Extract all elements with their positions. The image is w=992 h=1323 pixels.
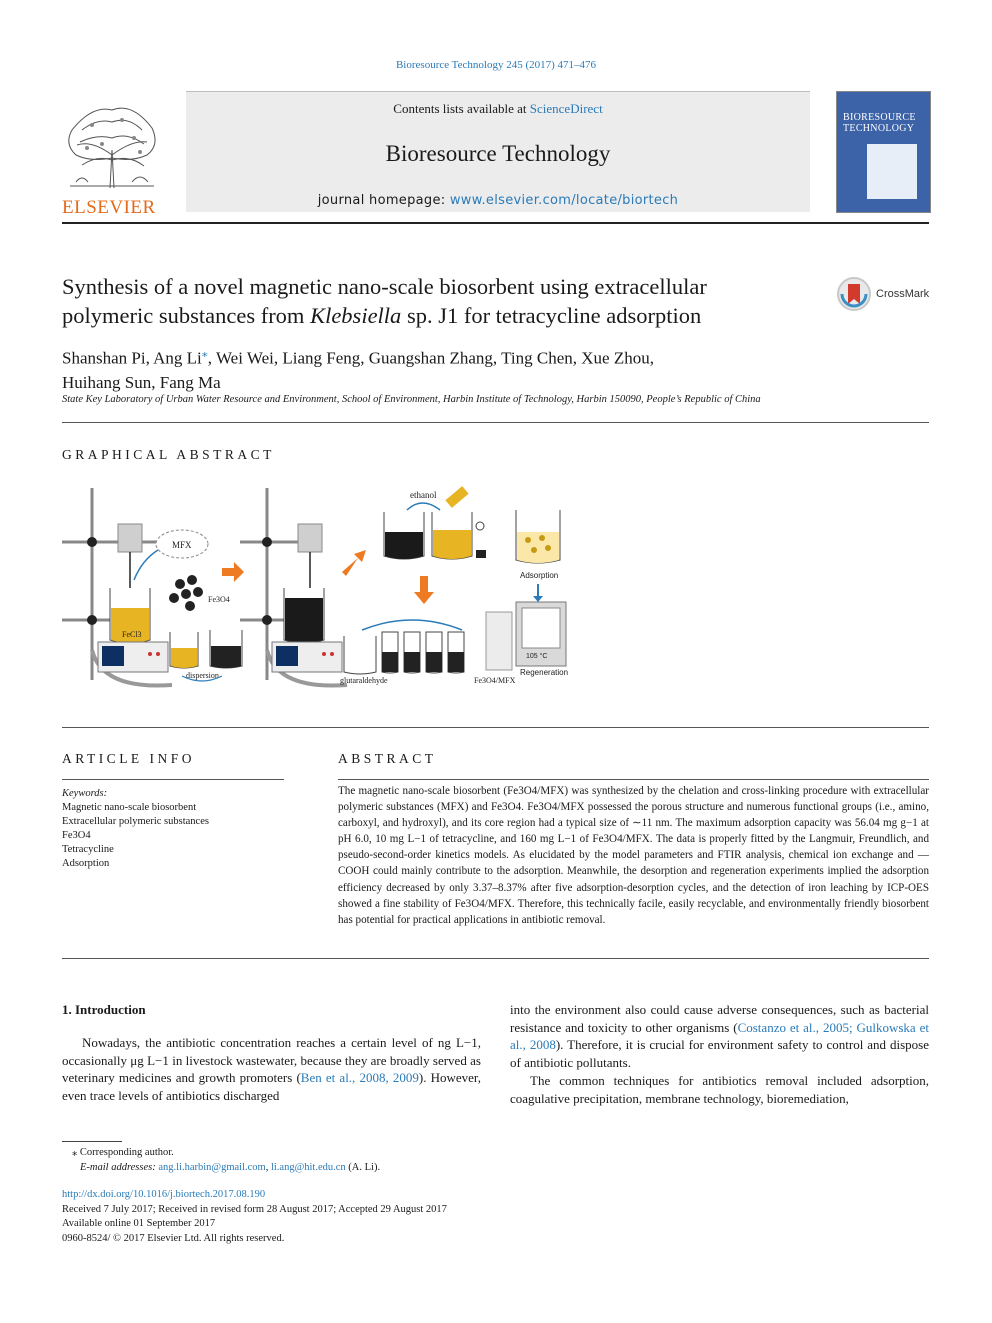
ethanol-wash bbox=[384, 486, 486, 559]
ethanol-label: ethanol bbox=[410, 490, 437, 500]
article-info-heading: ARTICLE INFO bbox=[62, 751, 196, 766]
intro-column-left: Nowadays, the antibiotic concentration reaches a certain level of ng L−1, occasionally μg L−1 in livestock wastewater, because they are broadly served as veterinary medicines and growth promoters (Ben et al., 2008, 2009). However, even trace levels of antibiotics discharged bbox=[62, 1035, 481, 1104]
cover-figure bbox=[867, 144, 917, 199]
keyword-item: Adsorption bbox=[62, 858, 110, 869]
intro-column-right bbox=[510, 1001, 929, 1107]
doi-link[interactable]: http://dx.doi.org/10.1016/j.biortech.2017.08.190 bbox=[62, 1189, 266, 1200]
intro-paragraph-2: into the environment also could cause adverse consequences, such as bacterial resistance and toxicity to other organisms (Costanzo et al., 2005; Gulkowska et al., 2008). Therefore, it is crucial for environment safety to control and dispose of antibiotic pollutants. bbox=[510, 1002, 929, 1071]
mfx-label: MFX bbox=[172, 540, 192, 550]
email-link-2[interactable]: li.ang@hit.edu.cn bbox=[270, 1161, 346, 1173]
fecl3-label: FeCl3 bbox=[122, 630, 142, 639]
abstract-heading: ABSTRACT bbox=[338, 751, 437, 766]
glutaraldehyde-label: glutaraldehyde bbox=[340, 676, 388, 685]
keywords-label: Keywords: bbox=[62, 788, 108, 799]
homepage-link[interactable]: www.elsevier.com/locate/biortech bbox=[449, 193, 679, 208]
affiliation: State Key Laboratory of Urban Water Resource and Environment, School of Environment, Harbin Institute of Technology, Harbin 150090, People’s Republic of China bbox=[62, 394, 761, 405]
journal-citation-link[interactable]: Bioresource Technology 245 (2017) 471–476 bbox=[395, 59, 597, 71]
product-label: Fe3O4/MFX bbox=[474, 676, 516, 685]
article-info-rule bbox=[62, 779, 284, 780]
arrow-right-1 bbox=[222, 562, 244, 582]
keyword-item: Fe3O4 bbox=[62, 830, 91, 841]
crossmark-icon bbox=[836, 276, 872, 312]
elsevier-logo bbox=[62, 100, 162, 218]
keyword-item: Magnetic nano-scale biosorbent bbox=[62, 802, 197, 813]
cover-title-1: BIORESOURCE bbox=[843, 112, 916, 123]
temp-label: 105 °C bbox=[526, 653, 548, 660]
graphical-abstract-heading: GRAPHICAL ABSTRACT bbox=[62, 447, 275, 462]
stand-1 bbox=[62, 488, 172, 686]
header-rule bbox=[62, 222, 929, 224]
citation-costanzo[interactable]: Costanzo et al., 2005; Gulkowska et al., 2008 bbox=[510, 1019, 929, 1053]
available-online: Available online 01 September 2017 bbox=[62, 1218, 216, 1229]
arrow-down bbox=[414, 576, 434, 604]
corresponding-author-link[interactable]: ⁎ bbox=[201, 346, 208, 360]
keyword-item: Tetracycline bbox=[62, 844, 114, 855]
dispersion-beakers bbox=[170, 630, 242, 681]
abstract-bottom-rule bbox=[62, 958, 929, 959]
journal-cover-thumbnail[interactable] bbox=[836, 91, 931, 213]
email-link-1[interactable]: ang.li.harbin@gmail.com bbox=[158, 1161, 266, 1173]
graphical-abstract-figure bbox=[62, 480, 582, 710]
cover-title-2: TECHNOLOGY bbox=[843, 123, 915, 134]
footnote bbox=[72, 1146, 380, 1175]
elsevier-wordmark: ELSEVIER bbox=[62, 197, 156, 218]
fe3o4-label: Fe3O4 bbox=[208, 595, 230, 604]
crossmark-badge[interactable] bbox=[836, 276, 936, 312]
stand-2 bbox=[240, 488, 347, 686]
keyword-item: Extracellular polymeric substances bbox=[62, 816, 209, 827]
contents-line: Contents lists available at ScienceDirect bbox=[393, 101, 603, 116]
graphical-abstract-svg bbox=[62, 480, 582, 710]
regeneration-label: Regeneration bbox=[520, 668, 569, 677]
graphical-abstract-rule bbox=[62, 727, 929, 728]
elsevier-tree-icon bbox=[62, 100, 162, 190]
adsorption-label: Adsorption bbox=[520, 571, 559, 580]
fe3o4-particles bbox=[169, 575, 230, 611]
abstract-rule bbox=[338, 779, 929, 780]
author-list: Shanshan Pi, Ang Li⁎, Wei Wei, Liang Feng, Guangshan Zhang, Ting Chen, Xue Zhou, Huihang Sun, Fang Ma bbox=[62, 346, 654, 392]
citation-ben[interactable]: Ben et al., 2008, 2009 bbox=[300, 1070, 419, 1086]
article-title: Synthesis of a novel magnetic nano-scale biosorbent using extracellular polymeric substances from Klebsiella sp. J1 for tetracycline adsorption bbox=[62, 274, 707, 328]
arrow-diag bbox=[342, 550, 366, 576]
introduction-heading: 1. Introduction bbox=[62, 1002, 146, 1017]
dispersion-label: dispersion bbox=[186, 671, 219, 680]
journal-homepage: journal homepage: www.elsevier.com/locate/biortech bbox=[317, 193, 679, 208]
sciencedirect-link[interactable]: ScienceDirect bbox=[529, 101, 603, 116]
intro-paragraph-3: The common techniques for antibiotics removal included adsorption, coagulative precipitation, membrane technology, bioremediation, bbox=[510, 1072, 929, 1106]
received-dates: Received 7 July 2017; Received in revised form 28 August 2017; Accepted 29 August 2017 bbox=[62, 1203, 447, 1215]
footnote-rule bbox=[62, 1141, 122, 1142]
article-footer bbox=[62, 1188, 447, 1246]
mfx-cloud bbox=[134, 530, 208, 580]
keywords-block bbox=[62, 787, 284, 871]
affiliation-rule bbox=[62, 422, 929, 423]
copyright: 0960-8524/ © 2017 Elsevier Ltd. All rights reserved. bbox=[62, 1232, 285, 1244]
email-line: E-mail addresses: ang.li.harbin@gmail.com, li.ang@hit.edu.cn (A. Li). bbox=[80, 1161, 381, 1173]
regeneration-unit bbox=[486, 584, 568, 677]
abstract-text: The magnetic nano-scale biosorbent (Fe3O4/MFX) was synthesized by the chelation and cross-linking procedure with extracellular polymeric substances (MFX) and Fe3O4. Fe3O4/MFX possessed the porous structure and numerous functional groups (i.e., amino, carboxyl, and hydroxyl), and its core region had a typical size of ∼11 nm. The maximum adsorption capacity was 56.04 mg g−1 at pH 6.0, 10 mg L−1 of tetracycline, and 160 mg L−1 of Fe3O4/MFX. The data is properly fitted by the Langmuir, Freundlich, and pseudo-second-order kinetics models. As elucidated by the model parameters and FTIR analysis, chemical ion exchange and —COOH could mainly contribute to the adsorption. Meanwhile, the desorption and regeneration experiments implied the adsorption efficiency decreased by only 3.37–8.37% after five adsorption-desorption cycles, and the detection of iron leaching by ICP-OES showed a fine stability of Fe3O4/MFX. Therefore, this technically facile, easily recyclable, and environmentally friendly biosorbent has potential for practical applications in antibiotic removal. bbox=[338, 785, 929, 926]
journal-name: Bioresource Technology bbox=[385, 141, 611, 166]
crossmark-label: CrossMark bbox=[876, 288, 930, 300]
adsorption-beaker bbox=[516, 510, 560, 580]
corresponding-note: ⁎ Corresponding author. bbox=[72, 1147, 174, 1158]
